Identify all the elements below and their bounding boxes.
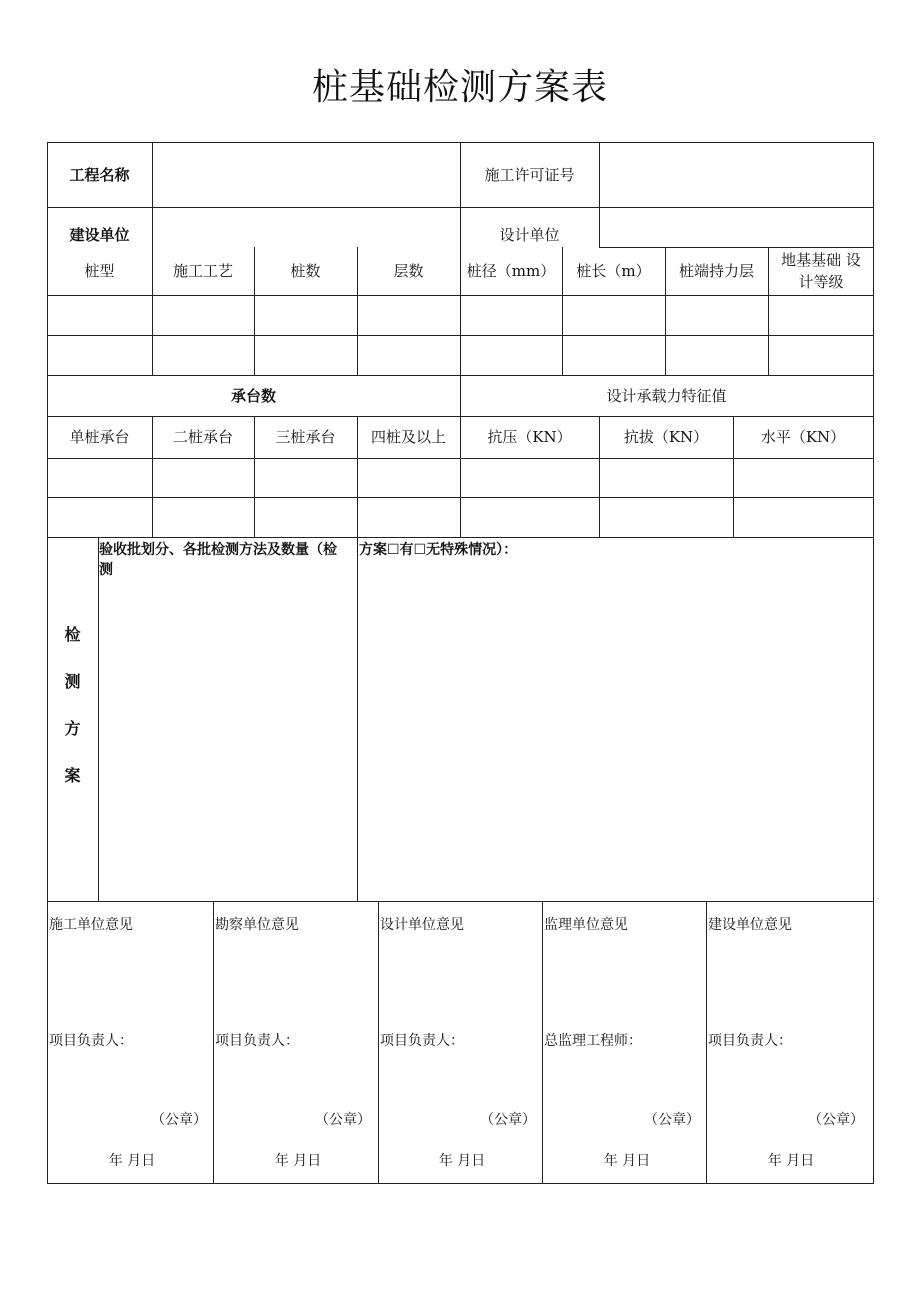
cap-header-horizontal: 水平（KN）	[760, 428, 846, 446]
project-name-label: 工程名称	[69, 165, 130, 184]
opinion-date-label: 年 月日	[108, 1153, 156, 1169]
builder-label: 建设单位	[69, 226, 130, 244]
opinion-seal-label: （公章）	[151, 1112, 207, 1128]
cap-header-uplift: 抗拔（KN）	[623, 428, 709, 446]
opinion-date-label: 年 月日	[274, 1153, 322, 1169]
plan-side-label	[47, 537, 98, 901]
cap-header-single: 单桩承台	[69, 428, 130, 446]
opinion-unit-label: 建设单位意见	[708, 917, 792, 933]
opinion-person-label: 总监理工程师：	[544, 1033, 642, 1049]
page-title: 桩基础检测方案表	[311, 67, 608, 108]
opinion-person-label: 项目负责人：	[215, 1033, 299, 1049]
pile-header-count: 桩数	[290, 262, 321, 280]
cap-header-four-plus: 四桩及以上	[370, 428, 446, 446]
batch-division-field[interactable]	[99, 600, 357, 900]
opinion-seal-label: （公章）	[644, 1112, 700, 1128]
opinion-unit-label: 施工单位意见	[49, 917, 133, 933]
cap-header-two: 二桩承台	[172, 428, 233, 446]
plan-side-char-3: 方	[64, 719, 81, 738]
batch-division-text: 验收批划分、各批检测方法及数量（检测	[99, 542, 337, 578]
scheme-text: 方案☐有☐无特殊情况）：	[359, 542, 518, 558]
pile-header-length: 桩长（m）	[576, 262, 651, 280]
opinion-unit-label: 监理单位意见	[544, 917, 628, 933]
plan-side-char-2: 测	[64, 672, 81, 691]
pile-header-bearing-layer: 桩端持力层	[678, 262, 754, 280]
opinion-person-label: 项目负责人：	[380, 1033, 464, 1049]
opinion-seal-label: （公章）	[808, 1112, 864, 1128]
designer-field[interactable]	[600, 208, 873, 247]
permit-field[interactable]	[600, 143, 873, 207]
opinion-seal-label: （公章）	[480, 1112, 536, 1128]
pile-header-diameter: 桩径（mm）	[466, 262, 556, 280]
cap-count-label: 承台数	[230, 386, 276, 405]
opinion-person-label: 项目负责人：	[49, 1033, 133, 1049]
opinion-unit-label: 勘察单位意见	[215, 917, 299, 933]
cap-header-compression: 抗压（KN）	[487, 428, 572, 446]
opinion-date-label: 年 月日	[438, 1153, 486, 1169]
capacity-label: 设计承载力特征值	[606, 386, 727, 405]
plan-side-char-4: 案	[64, 766, 81, 785]
plan-side-char-1: 检	[64, 625, 81, 644]
project-name-field[interactable]	[153, 143, 460, 207]
opinion-date-label: 年 月日	[767, 1153, 815, 1169]
designer-label: 设计单位	[499, 226, 560, 244]
cap-header-three: 三桩承台	[275, 428, 336, 446]
opinion-seal-label: （公章）	[315, 1112, 371, 1128]
opinion-date-label: 年 月日	[603, 1153, 651, 1169]
pile-header-layers: 层数	[393, 262, 424, 280]
builder-field[interactable]	[153, 208, 460, 247]
opinion-person-label: 项目负责人：	[708, 1033, 792, 1049]
opinion-unit-label: 设计单位意见	[380, 917, 464, 933]
pile-header-type: 桩型	[84, 262, 115, 280]
pile-header-design-grade: 地基基础 设计等级	[781, 251, 861, 291]
pile-header-process: 施工工艺	[172, 262, 233, 280]
permit-label: 施工许可证号	[484, 165, 575, 184]
scheme-field[interactable]	[358, 562, 873, 900]
